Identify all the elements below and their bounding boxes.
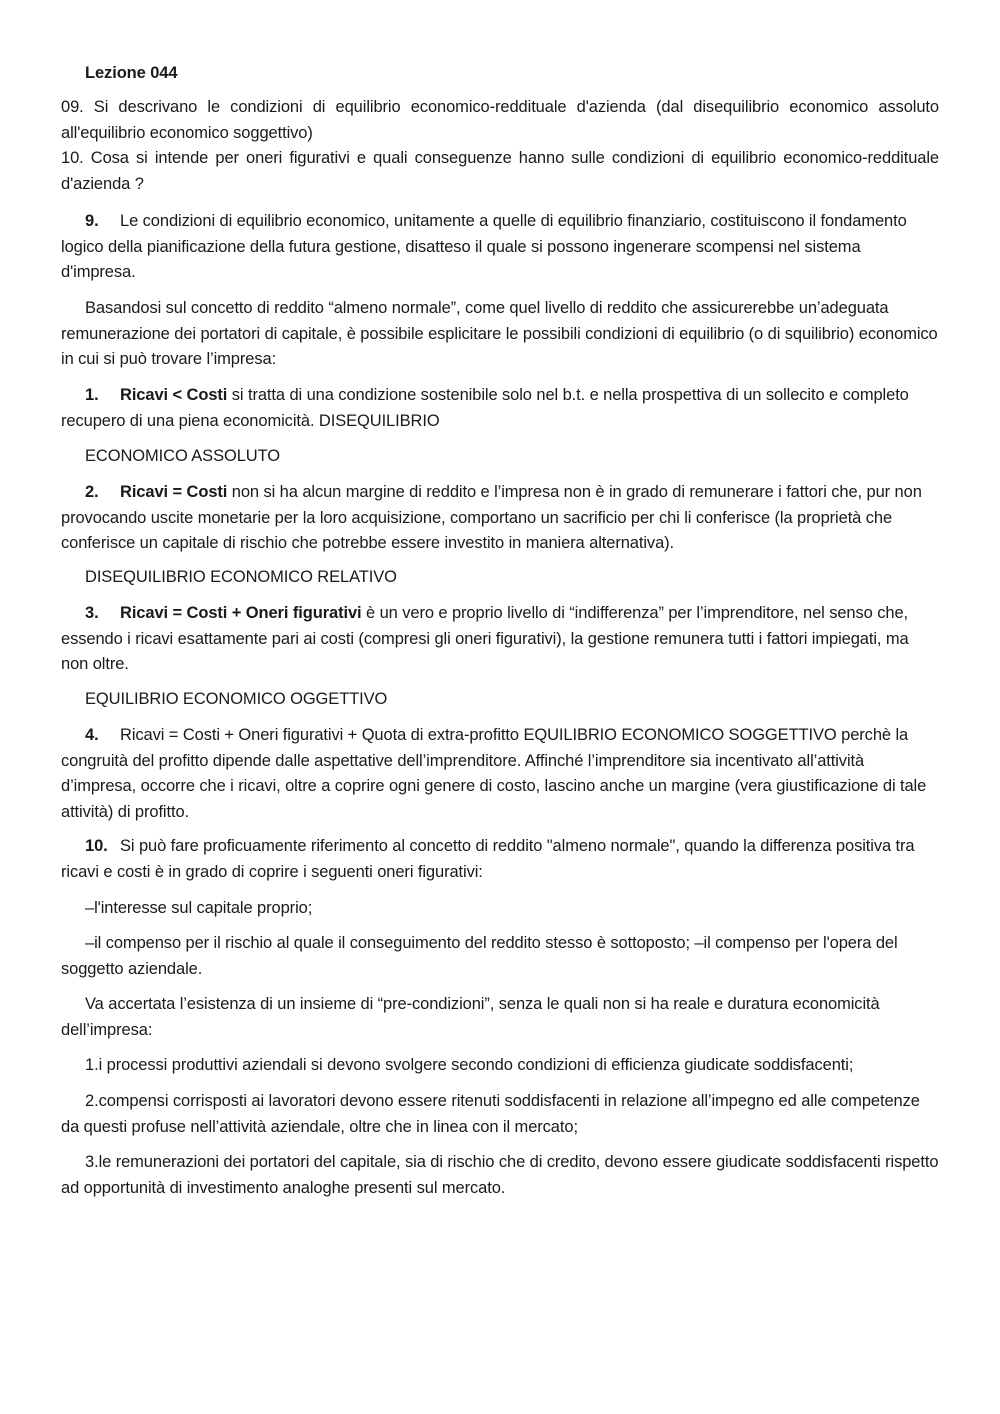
condition-3-formula: Ricavi = Costi + Oneri figurativi	[120, 604, 362, 622]
condition-1-label: ECONOMICO ASSOLUTO	[85, 447, 281, 465]
condition-1-formula: Ricavi < Costi	[120, 386, 228, 404]
question-10: 10. Cosa si intende per oneri figurativi e quali conseguenze hanno sulle condizioni di equilibrio economico-reddituale d'azienda ?	[61, 149, 939, 193]
precondizioni-intro: Va accertata l’esistenza di un insieme di “pre-condizioni”, senza le quali non si ha reale e duratura economicità dell’impresa:	[61, 995, 880, 1039]
precondizione-2: 2.compensi corrisposti ai lavoratori devono essere ritenuti soddisfacenti in relazione all’impegno ed alle competenze da questi profuse nell’attività aziendale, oltre che in linea con il mercato;	[61, 1092, 920, 1136]
precondizione-1: 1.i processi produttivi aziendali si devono svolgere secondo condizioni di efficienza giudicate soddisfacenti;	[85, 1056, 854, 1074]
condition-4: 4. Ricavi = Costi + Oneri figurativi + Quota di extra-profitto EQUILIBRIO ECONOMICO SOGGETTIVO perchè la congruità del profitto dipende dalle aspettative dell’imprenditore. Affinché l’imprenditore sia incentivato all’attività d’impresa, occorre che i ricavi, oltre a coprire ogni genere di costo, lascino anche un margine (vera giustificazione di tale attività) di profitto.	[61, 726, 927, 821]
onere-item-1: –l'interesse sul capitale proprio;	[85, 899, 313, 917]
condition-3: 3. Ricavi = Costi + Oneri figurativi è un vero e proprio livello di “indifferenza” per l’imprenditore, nel senso che, essendo i ricavi esattamente pari ai costi (compresi gli oneri figurativi), la gestione remunera tutti i fattori impiegati, ma non oltre.	[61, 604, 909, 674]
condition-2: 2. Ricavi = Costi non si ha alcun margine di reddito e l’impresa non è in grado di remunerare i fattori che, pur non provocando uscite monetarie per la loro acquisizione, comportano un sacrificio per chi li conferisce (la proprietà che conferisce un capitale di rischio che potrebbe essere investito in maniera alternativa).	[61, 483, 922, 553]
answer-10-intro: 10. Si può fare proficuamente riferimento al concetto di reddito "almeno normale", quando la differenza positiva tra ricavi e costi è in grado di coprire i seguenti oneri figurativi:	[61, 834, 939, 885]
answer-10-number: 10.	[85, 837, 108, 855]
onere-item-2: –il compenso per il rischio al quale il conseguimento del reddito stesso è sottoposto; –il compenso per l'opera del soggetto aziendale.	[61, 934, 898, 978]
answer-9-intro: 9. Le condizioni di equilibrio economico, unitamente a quelle di equilibrio finanziario, costituiscono il fondamento logico della pianificazione della futura gestione, disatteso il quale si possono ingenerare scompensi nel sistema d'impresa.	[61, 209, 939, 286]
condition-2-label: DISEQUILIBRIO ECONOMICO RELATIVO	[85, 568, 397, 586]
answer-9-number: 9.	[85, 212, 99, 230]
question-9: 09. Si descrivano le condizioni di equilibrio economico-reddituale d'azienda (dal disequilibrio economico assoluto all'equilibrio economico soggettivo)	[61, 98, 939, 142]
lesson-title: Lezione 044	[85, 64, 178, 82]
precondizione-3: 3.le remunerazioni dei portatori del capitale, sia di rischio che di credito, devono essere giudicate soddisfacenti rispetto ad opportunità di investimento analoghe presenti sul mercato.	[61, 1153, 939, 1197]
condition-2-formula: Ricavi = Costi	[120, 483, 228, 501]
condition-1: 1. Ricavi < Costi si tratta di una condizione sostenibile solo nel b.t. e nella prospettiva di un sollecito e completo recupero di una piena economicità. DISEQUILIBRIO	[61, 386, 909, 430]
condition-3-label: EQUILIBRIO ECONOMICO OGGETTIVO	[85, 690, 388, 708]
answer-9-reddito: Basandosi sul concetto di reddito “almeno normale”, come quel livello di reddito che assicurerebbe un’adeguata remunerazione dei portatori di capitale, è possibile esplicitare le possibili condizioni di equilibrio (o di squilibrio) economico in cui si può trovare l’impresa:	[61, 299, 938, 369]
